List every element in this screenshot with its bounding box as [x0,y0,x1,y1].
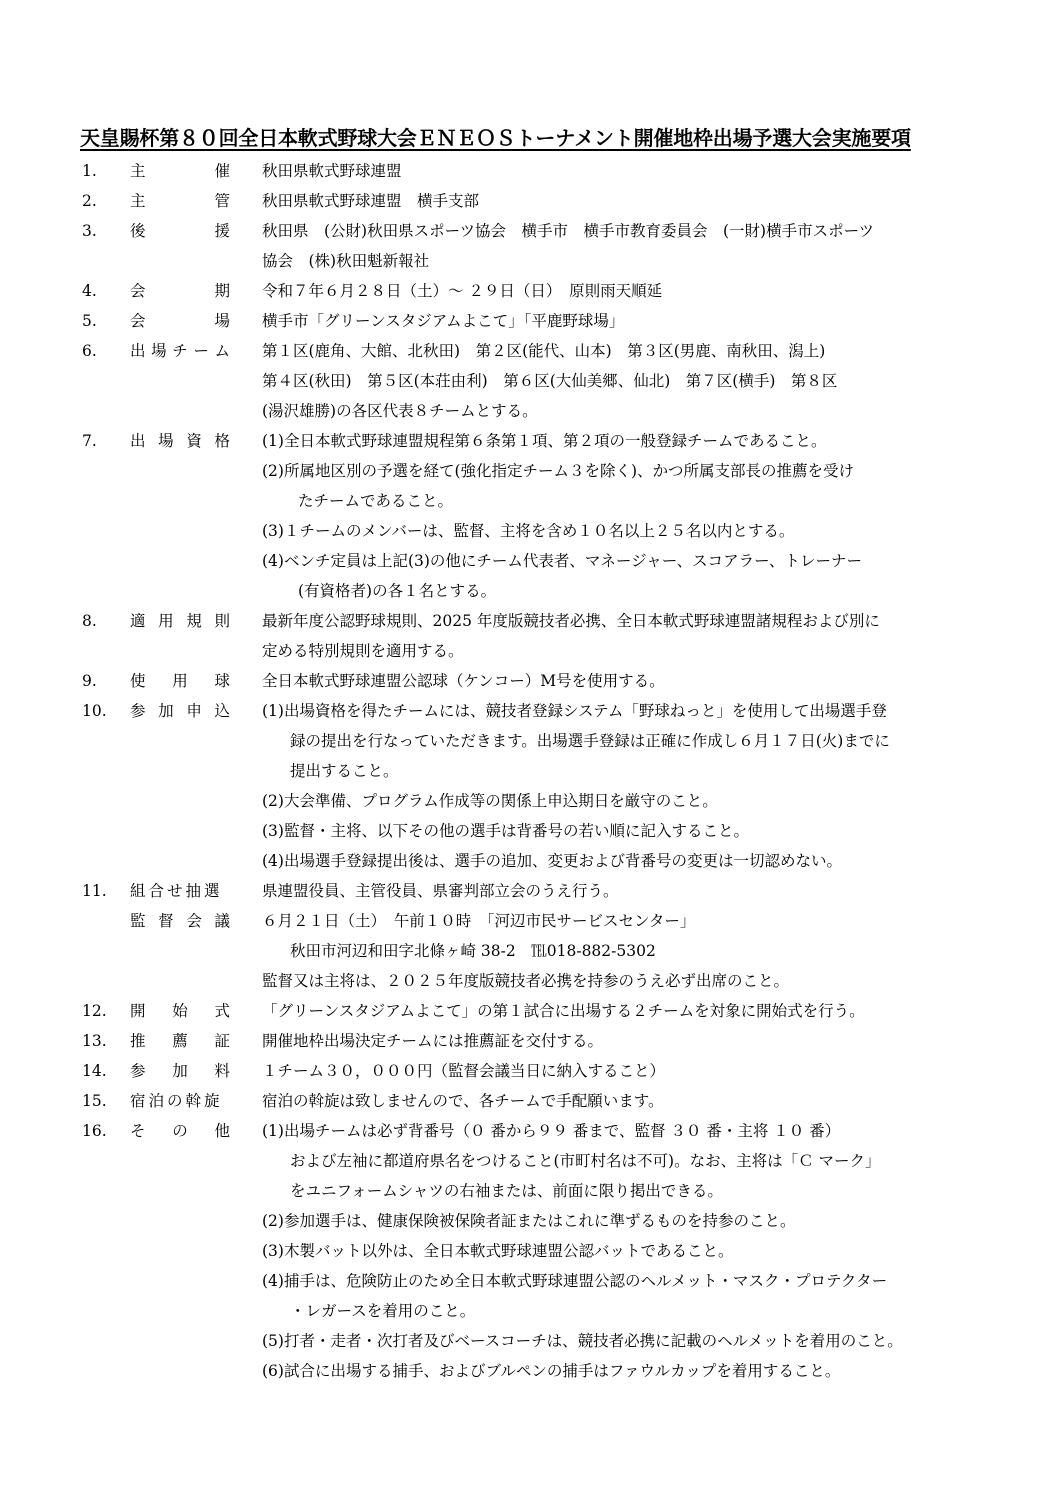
item-label [130,696,230,726]
item-label [130,666,230,696]
item-line [0,216,1058,246]
item-label-char: ー [193,342,209,360]
item-label-char: 式 [214,1002,230,1020]
item-line [0,1086,1058,1116]
item-line [0,726,1058,756]
item-label-char: 督 [158,912,174,930]
item-line [0,636,1058,666]
item-12 [0,906,1058,996]
item-text: (2)所属地区別の予選を経て(強化指定チーム３を除く)、かつ所属支部長の推薦を受け [262,462,855,480]
item-text: 全日本軟式野球連盟公認球（ケンコー）M号を使用する。 [262,672,665,690]
item-line [0,1236,1058,1266]
item-label-char: 主 [130,162,146,180]
item-label-char: 参 [130,702,146,720]
item-number: 4. [82,282,97,300]
item-line [0,756,1058,786]
item-number: 10. [82,702,107,720]
item-number: 12. [82,1002,107,1020]
item-5 [0,306,1058,336]
item-line [0,846,1058,876]
item-text: 提出すること。 [290,762,399,780]
item-text: 開催地枠出場決定チームには推薦証を交付する。 [262,1032,604,1050]
item-line [0,906,1058,936]
item-line [0,816,1058,846]
item-text: 秋田市河辺和田字北條ヶ崎 38-2 ℡018-882-5302 [290,942,656,960]
item-line [0,1356,1058,1386]
item-text: (有資格者)の各１名とする。 [298,582,497,600]
item-number: 16. [82,1122,107,1140]
item-14 [0,1026,1058,1056]
item-4 [0,276,1058,306]
item-text: 「グリーンスタジアムよこて」の第１試合に出場する２チームを対象に開始式を行う。 [262,1002,865,1020]
item-17 [0,1116,1058,1386]
item-number: 14. [82,1062,107,1080]
item-text: (4)捕手は、危険防止のため全日本軟式野球連盟公認のヘルメット・マスク・プロテクター [262,1272,888,1290]
item-label-char: 他 [214,1122,230,1140]
item-line [0,876,1058,906]
item-line [0,666,1058,696]
item-text: (3)１チームのメンバーは、監督、主将を含め１０名以上２５名以内とする。 [262,522,795,540]
item-number: 6. [82,342,97,360]
item-label-char: 会 [186,912,202,930]
item-label [130,1026,230,1056]
item-label-char: 用 [172,672,188,690]
item-line [0,306,1058,336]
item-label-char: 始 [172,1002,188,1020]
item-label-char: 催 [214,162,230,180]
item-label-char: の [172,1122,188,1140]
item-line [0,486,1058,516]
item-16 [0,1086,1058,1116]
item-text: 定める特別規則を適用する。 [262,642,464,660]
item-text: 県連盟役員、主管役員、県審判部立会のうえ行う。 [262,882,619,900]
item-label-char: 場 [158,432,174,450]
item-label-char: 規 [186,612,202,630]
item-label [130,1116,230,1146]
item-text: (1)全日本軟式野球連盟規程第６条第１項、第２項の一般登録チームであること。 [262,432,827,450]
item-label-char: 管 [214,192,230,210]
item-label-char: 出 [130,432,146,450]
item-line [0,606,1058,636]
item-label-char: 監 [130,912,146,930]
item-number: 1. [82,162,97,180]
item-number: 11. [82,882,107,900]
item-line [0,1206,1058,1236]
item-line [0,516,1058,546]
item-text: (1)出場チームは必ず背番号（０ 番から９９ 番まで、監督 ３０ 番・主将 １０ 番） [262,1122,841,1140]
item-number: 9. [82,672,97,690]
item-line [0,1326,1058,1356]
item-text: (5)打者・走者・次打者及びベースコーチは、競技者必携に記載のヘルメットを着用のこと。 [262,1332,903,1350]
item-text: 協会 (株)秋田魁新報社 [262,252,430,270]
item-label [130,216,230,246]
item-text: (1)出場資格を得たチームには、競技者登録システム「野球ねっと」を使用して出場選手登 [262,702,887,720]
item-text: ６月２１日（土） 午前１０時 「河辺市民サービスセンター」 [262,912,696,930]
item-text: (3)木製バット以外は、全日本軟式野球連盟公認バットであること。 [262,1242,734,1260]
item-text: (3)監督・主将、以下その他の選手は背番号の若い順に記入すること。 [262,822,749,840]
item-label-char: 球 [214,672,230,690]
item-label-char: 証 [214,1032,230,1050]
item-line [0,936,1058,966]
item-label-char: 議 [214,912,230,930]
item-label-char: 会 [130,282,146,300]
item-line [0,426,1058,456]
item-line [0,1296,1058,1326]
item-text: ・レガースを着用のこと。 [290,1302,476,1320]
item-label-char: 期 [214,282,230,300]
item-text: １チーム３０，０００円（監督会議当日に納入すること） [262,1062,666,1080]
item-line [0,276,1058,306]
item-6 [0,336,1058,426]
item-line [0,396,1058,426]
item-label-char: 込 [214,702,230,720]
item-7 [0,426,1058,606]
item-3 [0,216,1058,276]
item-10 [0,696,1058,876]
item-label-char: そ [130,1122,146,1140]
item-label-char: 出 [130,342,146,360]
item-label-char: 格 [214,432,230,450]
item-line [0,156,1058,186]
item-2 [0,186,1058,216]
item-label-char: 資 [186,432,202,450]
item-label [130,336,230,366]
item-label-char: 開 [130,1002,146,1020]
item-text: および左袖に都道府県名をつけること(市町村名は不可)。なお、主将は「Ｃ マーク」 [290,1152,881,1170]
item-line [0,1116,1058,1146]
item-9 [0,666,1058,696]
item-line [0,336,1058,366]
item-text: 第４区(秋田) 第５区(本荘由利) 第６区(大仙美郷、仙北) 第７区(横手) 第８区 [262,372,838,390]
item-text: (2)大会準備、プログラム作成等の関係上申込期日を厳守のこと。 [262,792,718,810]
item-label-char: 用 [158,612,174,630]
item-text: (6)試合に出場する捕手、およびブルペンの捕手はファウルカップを着用すること。 [262,1362,841,1380]
item-label-char: 使 [130,672,146,690]
item-number: 5. [82,312,97,330]
item-number: 2. [82,192,97,210]
item-label-char: 適 [130,612,146,630]
item-15 [0,1056,1058,1086]
item-8 [0,606,1058,666]
item-text: 秋田県 (公財)秋田県スポーツ協会 横手市 横手市教育委員会 (一財)横手市スポーツ [262,222,874,240]
item-label [130,276,230,306]
item-text: たチームであること。 [298,492,454,510]
item-label [130,186,230,216]
item-label [130,306,230,336]
item-label-char: 後 [130,222,146,240]
item-label-char: 則 [214,612,230,630]
item-label-char: 料 [214,1062,230,1080]
item-line [0,966,1058,996]
item-11 [0,876,1058,906]
item-label [130,156,230,186]
item-text: 横手市「グリーンスタジアムよこて」「平鹿野球場」 [262,312,625,330]
item-text: (4)ベンチ定員は上記(3)の他にチーム代表者、マネージャー、スコアラー、トレーナー [262,552,863,570]
item-text: 第１区(鹿角、大館、北秋田) 第２区(能代、山本) 第３区(男鹿、南秋田、潟上) [262,342,826,360]
item-label-char: 主 [130,192,146,210]
item-label-char: 会 [130,312,146,330]
item-line [0,456,1058,486]
item-number: 13. [82,1032,107,1050]
item-label: 組合せ抽選 [130,882,223,900]
item-number: 3. [82,222,97,240]
item-label [130,996,230,1026]
item-label-char: 援 [214,222,230,240]
item-line [0,186,1058,216]
item-text: 録の提出を行なっていただきます。出場選手登録は正確に作成し６月１７日(火)までに [290,732,890,750]
item-number: 8. [82,612,97,630]
item-text: 秋田県軟式野球連盟 [262,162,402,180]
item-label-char: 推 [130,1032,146,1050]
item-number: 7. [82,432,97,450]
item-text: をユニフォームシャツの右袖または、前面に限り掲出できる。 [290,1182,723,1200]
item-line [0,546,1058,576]
item-label-char: 薦 [172,1032,188,1050]
item-text: (4)出場選手登録提出後は、選手の追加、変更および背番号の変更は一切認めない。 [262,852,842,870]
item-text: (2)参加選手は、健康保険被保険者証またはこれに準ずるものを持参のこと。 [262,1212,796,1230]
item-line [0,786,1058,816]
item-line [0,576,1058,606]
item-line [0,246,1058,276]
item-label-char: 場 [151,342,167,360]
item-line [0,696,1058,726]
item-label-char: ム [214,342,230,360]
item-13 [0,996,1058,1026]
item-label-char: 加 [172,1062,188,1080]
item-label [130,1056,230,1086]
item-label [130,426,230,456]
item-label-char: 加 [158,702,174,720]
item-line [0,996,1058,1026]
item-label [130,906,230,936]
item-list [0,156,1058,1386]
item-text: 令和７年６月２８日（土）～ ２９日（日） 原則雨天順延 [262,282,663,300]
item-label-char: 参 [130,1062,146,1080]
item-line [0,1146,1058,1176]
item-label-char: チ [172,342,188,360]
item-label: 宿泊の斡旋 [130,1092,223,1110]
item-text: 監督又は主将は、２０２５年度版競技者必携を持参のうえ必ず出席のこと。 [262,972,790,990]
item-line [0,366,1058,396]
document-title: 天皇賜杯第８０回全日本軟式野球大会ＥＮＥＯＳトーナメント開催地枠出場予選大会実施要項 [80,126,911,150]
item-label-char: 場 [214,312,230,330]
item-text: 宿泊の斡旋は致しませんので、各チームで手配願います。 [262,1092,664,1110]
item-label-char: 申 [186,702,202,720]
item-label [130,606,230,636]
item-text: 秋田県軟式野球連盟 横手支部 [262,192,480,210]
item-line [0,1056,1058,1086]
item-line [0,1026,1058,1056]
item-number: 15. [82,1092,107,1110]
item-line [0,1176,1058,1206]
item-line [0,1266,1058,1296]
item-text: 最新年度公認野球規則、2025 年度版競技者必携、全日本軟式野球連盟諸規程および別に [262,612,880,630]
item-1 [0,156,1058,186]
item-text: (湯沢雄勝)の各区代表８チームとする。 [262,402,538,420]
